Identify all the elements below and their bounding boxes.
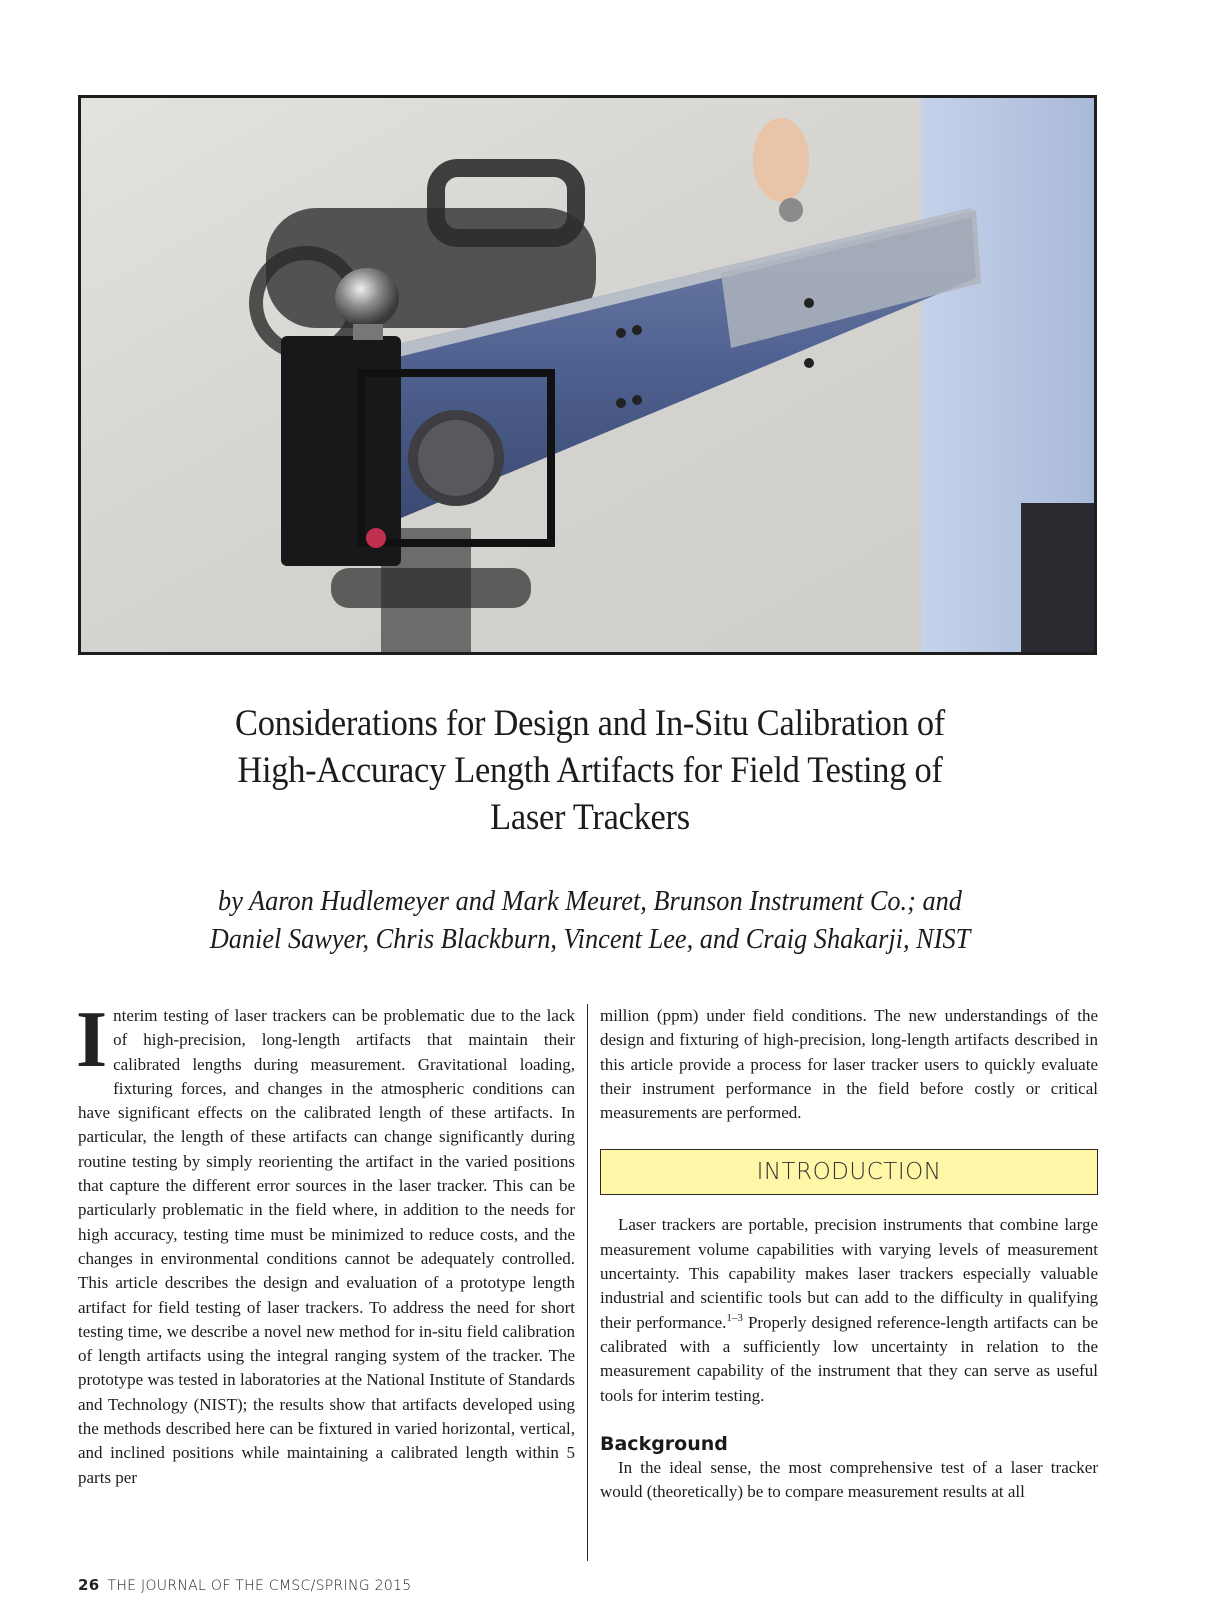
column-divider [587,1004,588,1561]
intro-text-cont: Properly designed reference-length artifacts can be calibrated with a sufficiently low uncertainty in relation to the measurement capability of the instrument that they can serve as useful tools for interim testing. [600,1312,1099,1405]
left-column [76,996,575,1490]
title-line-2: High-Accuracy Length Artifacts for Field Testing of [237,750,943,791]
abstract-paragraph [76,996,575,1490]
intro-text: Laser trackers are portable, precision instruments that combine large measurement volume capabilities with varying levels of measurement uncertainty. This capability makes laser trackers especially valuable industrial and scientific tools but can add to the difficulty in qualifying their performance. [600,1215,1098,1332]
article-title [116,700,1065,841]
title-line-1: Considerations for Design and In-Situ Calibration of [235,703,945,744]
article-photo [78,95,1097,655]
journal-name: THE JOURNAL OF THE CMSC/SPRING 2015 [107,1578,412,1594]
page-footer [78,1576,412,1594]
drop-cap: I [76,996,108,1084]
byline-line-2: Daniel Sawyer, Chris Blackburn, Vincent Lee, and Craig Shakarji, NIST [209,924,971,955]
byline-line-1: by Aaron Hudlemeyer and Mark Meuret, Brunson Instrument Co.; and [218,886,962,917]
right-column [600,1004,1098,1504]
section-heading-introduction: INTRODUCTION [600,1149,1098,1195]
intro-paragraph [600,1213,1098,1407]
abstract-continuation: million (ppm) under field conditions. The new understandings of the design and fixturing of high-precision, long-length artifacts described in this article provide a process for laser tracker users to quickly evaluate their instrument performance in the field before costly or critical measurements are performed. [600,1006,1098,1123]
title-line-3: Laser Trackers [490,797,690,838]
reference-superscript[interactable]: 1–3 [726,1311,743,1324]
background-paragraph: In the ideal sense, the most comprehensive test of a laser tracker would (theoretically) be to compare measurement results at all [600,1457,1098,1502]
byline [111,883,1070,959]
abstract-text: nterim testing of laser trackers can be problematic due to the lack of high-precision, long-length artifacts that maintain their calibrated lengths during measurement. Gravitational loading, fixturing forces, and changes in the atmospheric conditions can have significant effects on the calibrated length of these artifacts. In particular, the length of these artifacts can change significantly during routine testing by simply reorienting the artifact in the varied positions that capture the different error sources in the laser tracker. This can be particularly problematic in the field where, in addition to the needs for high accuracy, testing time must be minimized to reduce costs, and the changes in environmental conditions cannot be adequately controlled. This article describes the design and evaluation of a prototype length artifact for field testing of laser trackers. To address the need for short testing time, we describe a novel new method for in-situ field calibration of length artifacts using the integral ranging system of the tracker. The prototype was tested in laboratories at the National Institute of Standards and Technology (NIST); the results show that artifacts developed using the methods described here can be fixtured in varied horizontal, vertical, and inclined positions while maintaining a calibrated length within 5 parts per [78,1006,575,1487]
page-number: 26 [78,1576,100,1594]
photo-illustration [81,98,1094,652]
subheading-background: Background [600,1432,728,1455]
